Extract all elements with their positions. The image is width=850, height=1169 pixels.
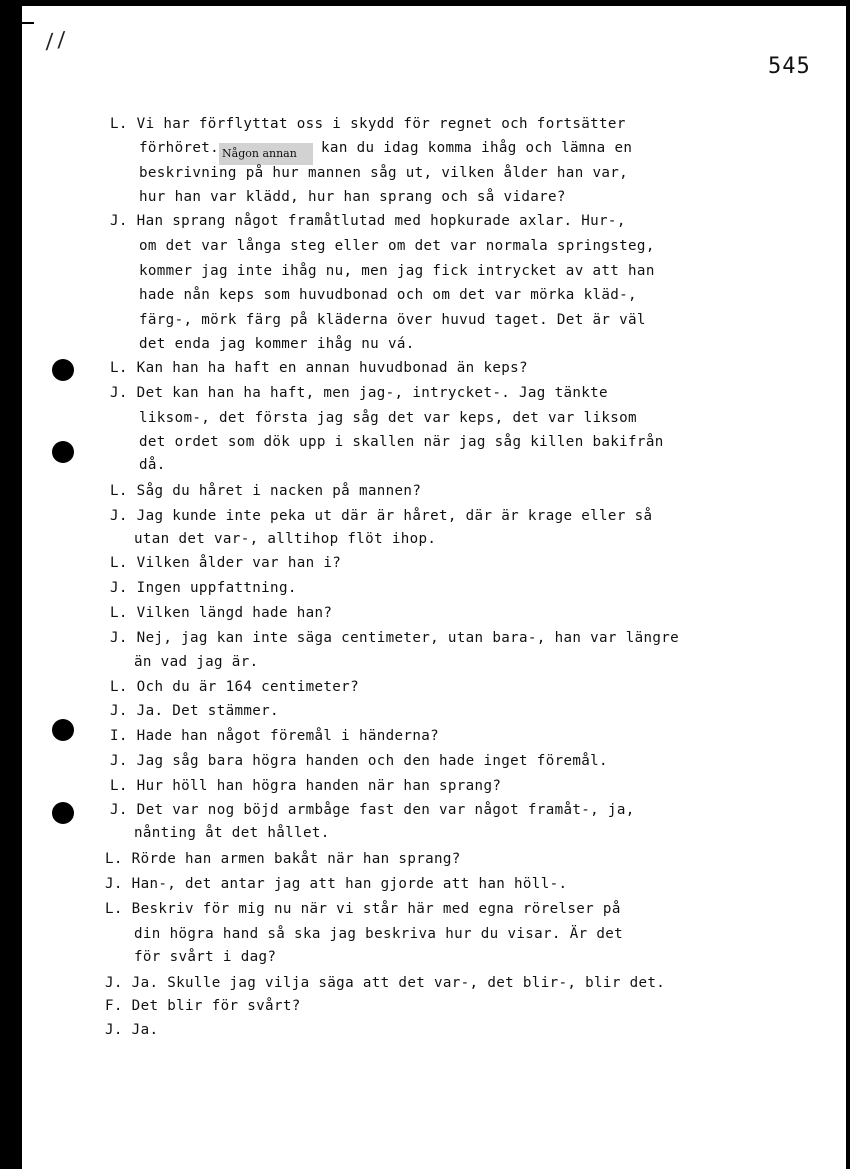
transcript-line: färg-, mörk färg på kläderna över huvud taget. Det är väl bbox=[139, 312, 646, 328]
transcript-line: det ordet som dök upp i skallen när jag såg killen bakifrån bbox=[139, 434, 664, 450]
transcript-line: J. Ja. bbox=[105, 1022, 159, 1038]
transcript-line: L. Vilken längd hade han? bbox=[110, 605, 333, 621]
binder-hole-1 bbox=[52, 359, 74, 381]
transcript-line: nånting åt det hållet. bbox=[134, 825, 330, 841]
transcript-line: L. Såg du håret i nacken på mannen? bbox=[110, 483, 422, 499]
transcript-line: om det var långa steg eller om det var normala springsteg, bbox=[139, 238, 655, 254]
page-number: 545 bbox=[768, 54, 811, 79]
transcript-line: J. Ja. Det stämmer. bbox=[110, 703, 279, 719]
transcript-line: J. Han-, det antar jag att han gjorde att han höll-. bbox=[105, 876, 568, 892]
transcript-line: beskrivning på hur mannen såg ut, vilken ålder han var, bbox=[139, 165, 629, 181]
transcript-line: det enda jag kommer ihåg nu vá. bbox=[139, 336, 415, 352]
transcript-line: L. Vi har förflyttat oss i skydd för regnet och fortsätter bbox=[110, 116, 626, 132]
transcript-line: hur han var klädd, hur han sprang och så vidare? bbox=[139, 189, 566, 205]
redaction-box bbox=[219, 143, 313, 165]
transcript-line: J. Ingen uppfattning. bbox=[110, 580, 297, 596]
transcript-line: L. Kan han ha haft en annan huvudbonad än keps? bbox=[110, 360, 528, 376]
transcript-line: hade nån keps som huvudbonad och om det var mörka kläd-, bbox=[139, 287, 637, 303]
transcript-line: då. bbox=[139, 457, 166, 473]
transcript-line: J. Nej, jag kan inte säga centimeter, utan bara-, han var längre bbox=[110, 630, 680, 646]
binder-hole-4 bbox=[52, 802, 74, 824]
transcript-line: I. Hade han något föremål i händerna? bbox=[110, 728, 439, 744]
scan-border-top bbox=[0, 0, 850, 6]
redaction-label: Någon annan bbox=[222, 147, 297, 160]
transcript-line: J. Det var nog böjd armbåge fast den var något framåt-, ja, bbox=[110, 802, 635, 818]
transcript-line: F. Det blir för svårt? bbox=[105, 998, 301, 1014]
transcript-line: din högra hand så ska jag beskriva hur du visar. Är det bbox=[134, 926, 624, 942]
transcript-line: J. Ja. Skulle jag vilja säga att det var-, det blir-, blir det. bbox=[105, 975, 666, 991]
transcript-line bbox=[139, 139, 632, 165]
scan-border-right bbox=[846, 0, 850, 1169]
transcript-line: kommer jag inte ihåg nu, men jag fick intrycket av att han bbox=[139, 263, 655, 279]
binder-hole-2 bbox=[52, 441, 74, 463]
transcript-line: J. Det kan han ha haft, men jag-, intrycket-. Jag tänkte bbox=[110, 385, 608, 401]
transcript-line: J. Jag kunde inte peka ut där är håret, där är krage eller så bbox=[110, 508, 653, 524]
scan-edge-tick bbox=[0, 22, 34, 24]
scan-border-left bbox=[0, 0, 22, 1169]
transcript-line: liksom-, det första jag såg det var keps, det var liksom bbox=[139, 410, 637, 426]
transcript-fragment: förhöret. bbox=[139, 140, 220, 156]
transcript-line: L. Beskriv för mig nu när vi står här med egna rörelser på bbox=[105, 901, 621, 917]
transcript-line: utan det var-, alltihop flöt ihop. bbox=[134, 531, 437, 547]
transcript-line: L. Och du är 164 centimeter? bbox=[110, 679, 359, 695]
transcript-line: än vad jag är. bbox=[134, 654, 259, 670]
handwritten-corner-mark: // bbox=[42, 26, 70, 54]
transcript-fragment: kan du idag komma ihåg och lämna en bbox=[321, 140, 633, 156]
transcript-line: J. Han sprang något framåtlutad med hopkurade axlar. Hur-, bbox=[110, 213, 626, 229]
transcript-line: L. Rörde han armen bakåt när han sprang? bbox=[105, 851, 461, 867]
transcript-line: J. Jag såg bara högra handen och den hade inget föremål. bbox=[110, 753, 608, 769]
binder-hole-3 bbox=[52, 719, 74, 741]
transcript-line: L. Hur höll han högra handen när han sprang? bbox=[110, 778, 502, 794]
transcript-line: för svårt i dag? bbox=[134, 949, 277, 965]
transcript-line: L. Vilken ålder var han i? bbox=[110, 555, 342, 571]
